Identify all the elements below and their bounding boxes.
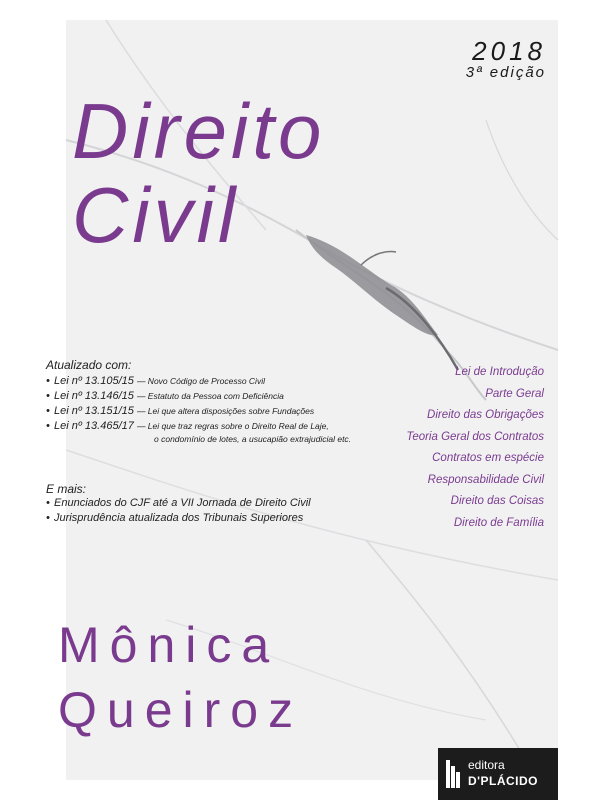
updated-laws-section bbox=[46, 358, 426, 445]
publisher-name: D'PLÁCIDO bbox=[468, 774, 539, 788]
topic-item: Parte Geral bbox=[485, 387, 544, 400]
law-number: Lei nº 13.151/15 bbox=[54, 405, 134, 417]
law-description: — Novo Código de Processo Civil bbox=[136, 376, 265, 386]
law-number: Lei nº 13.465/17 bbox=[54, 420, 134, 432]
more-item bbox=[46, 496, 426, 511]
topic-item: Lei de Introdução bbox=[455, 366, 544, 378]
law-item bbox=[46, 389, 426, 404]
topic-item: Direito de Família bbox=[453, 516, 544, 529]
bullet: • bbox=[46, 497, 50, 509]
book-cover bbox=[46, 20, 558, 780]
publication-year: 2018 bbox=[472, 36, 546, 66]
title-line-2: Civil bbox=[72, 171, 240, 259]
more-item-text: Jurisprudência atualizada dos Tribunais Superiores bbox=[54, 512, 304, 524]
publisher-logo bbox=[438, 748, 558, 800]
law-description-continued: o condomínio de lotes, a usucapião extrajudicial etc. bbox=[154, 434, 352, 444]
updated-heading: Atualizado com: bbox=[46, 358, 132, 372]
publisher-line-1: editora bbox=[468, 758, 505, 772]
edition-label: 3ª edição bbox=[465, 64, 546, 81]
more-section bbox=[46, 482, 426, 526]
bullet: • bbox=[46, 405, 50, 417]
topic-item: Responsabilidade Civil bbox=[427, 473, 544, 486]
law-item bbox=[46, 419, 426, 445]
law-item bbox=[46, 374, 426, 389]
law-number: Lei nº 13.105/15 bbox=[54, 375, 134, 387]
law-description: — Estatuto da Pessoa com Deficiência bbox=[136, 391, 284, 401]
more-item bbox=[46, 511, 426, 526]
author-first-name: Mônica bbox=[58, 617, 280, 673]
bullet: • bbox=[46, 512, 50, 524]
topics-list bbox=[406, 362, 544, 534]
more-item-text: Enunciados do CJF até a VII Jornada de Direito Civil bbox=[54, 497, 311, 509]
topic-item: Teoria Geral dos Contratos bbox=[406, 430, 544, 443]
bullet: • bbox=[46, 375, 50, 387]
law-number: Lei nº 13.146/15 bbox=[54, 390, 134, 402]
law-item bbox=[46, 404, 426, 419]
law-description: — Lei que altera disposições sobre Fundações bbox=[136, 406, 315, 416]
more-heading: E mais: bbox=[46, 482, 87, 496]
bullet: • bbox=[46, 420, 50, 432]
topic-item: Direito das Coisas bbox=[450, 495, 544, 507]
author-last-name: Queiroz bbox=[58, 682, 304, 738]
topic-item: Contratos em espécie bbox=[432, 452, 544, 464]
title-line-1: Direito bbox=[72, 87, 326, 175]
topic-item: Direito das Obrigações bbox=[427, 409, 544, 421]
publisher-mark-icon bbox=[446, 760, 460, 788]
law-description: — Lei que traz regras sobre o Direito Real de Laje, bbox=[136, 421, 329, 431]
bullet: • bbox=[46, 390, 50, 402]
